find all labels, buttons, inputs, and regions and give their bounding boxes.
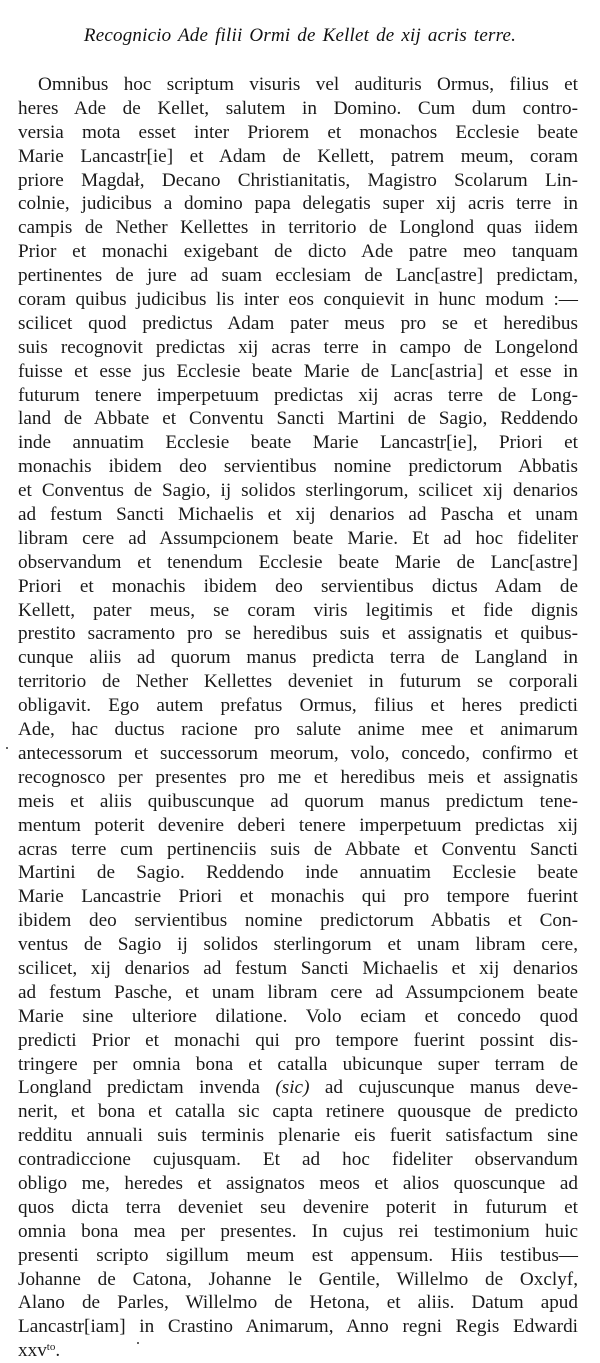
text-line: redditu annuali suis terminis plenarie eis fuerit satisfactum sine — [18, 1125, 578, 1147]
text-line: monachis ibidem deo servientibus nomine predictorum Abbatis — [18, 456, 578, 478]
text-line: meis et aliis quibuscunque ad quorum manus predictum tene- — [18, 790, 578, 812]
text-line: Omnibus hoc scriptum visuris vel audituris Ormus, filius et — [38, 74, 578, 95]
text-line: scilicet quod predictus Adam pater meus pro se et heredibus — [18, 312, 578, 334]
text-line: territorio de Nether Kellettes deveniet in futurum se corporali — [18, 671, 578, 693]
text-line: et Conventus de Sagio, ij solidos sterlingorum, scilicet xij denarios — [18, 480, 578, 502]
text-line: coram quibus judicibus lis inter eos conquievit in hunc modum :— — [18, 289, 578, 311]
final-line — [18, 1339, 578, 1363]
text-line: ad festum Pasche, et unam libram cere ad Assumpcionem beate — [18, 981, 578, 1003]
text-line: Marie Lancastr[ie] et Adam de Kellett, patrem meum, coram — [18, 145, 578, 167]
text-line: fuisse et esse jus Ecclesie beate Marie de Lanc[astria] et esse in — [18, 360, 578, 382]
scan-speck — [137, 1342, 139, 1344]
text-line: Martini de Sagio. Reddendo inde annuatim Ecclesie beate — [18, 862, 578, 884]
text-line: campis de Nether Kellettes in territorio de Longlond quas iidem — [18, 217, 578, 239]
regnal-year: xxv — [18, 1340, 47, 1362]
text-line: Marie Lancastrie Priori et monachis qui pro tempore fuerint — [18, 886, 578, 908]
document-title: Recognicio Ade filii Ormi de Kellet de xij acris terre. — [83, 25, 517, 46]
text-line: futurum tenere imperpetuum predictas xij acras terre de Long- — [18, 384, 578, 406]
final-period: . — [55, 1340, 61, 1362]
text-line: colnie, judicibus a domino papa delegatis super xij acris terre in — [18, 193, 578, 215]
text-segment: ad cujuscunque manus deve- — [309, 1077, 578, 1099]
text-line: versia mota esset inter Priorem et monachos Ecclesie beate — [18, 121, 578, 143]
text-line: Marie sine ulteriore dilatione. Volo eciam et concedo quod — [18, 1005, 578, 1027]
text-line: obligavit. Ego autem prefatus Ormus, filius et heres predicti — [18, 695, 578, 717]
text-line: prestito sacramento pro se heredibus suis et assignatis et quibus- — [18, 623, 578, 645]
text-line: cunque aliis ad quorum manus predicta terra de Langland in — [18, 647, 578, 669]
charter-text — [18, 73, 578, 1363]
text-line: ad festum Sancti Michaelis et xij denarios ad Pascha et unam — [18, 504, 578, 526]
text-line: Kellett, pater meus, se coram viris legitimis et fide dignis — [18, 599, 578, 621]
text-line: suis recognovit predictas xij acras terre in campo de Longelond — [18, 336, 578, 358]
text-line: inde annuatim Ecclesie beate Marie Lancastr[ie], Priori et — [18, 432, 578, 454]
text-line: ibidem deo servientibus nomine predictorum Abbatis et Con- — [18, 910, 578, 932]
text-line: quos dicta terra deveniet seu devenire poterit in futurum et — [18, 1196, 578, 1218]
text-line: Lancastr[iam] in Crastino Animarum, Anno regni Regis Edwardi — [18, 1316, 578, 1338]
text-line: Priori et monachis ibidem deo servientibus dictus Adam de — [18, 575, 578, 597]
text-line: priore Magdał, Decano Christianitatis, Magistro Scolarum Lin- — [18, 169, 578, 191]
text-line: recognosco per presentes pro me et heredibus meis et assignatis — [18, 766, 578, 788]
text-line: scilicet, xij denarios ad festum Sancti Michaelis et xij denarios — [18, 957, 578, 979]
text-line: nerit, et bona et catalla sic capta retinere quousque de predicto — [18, 1101, 578, 1123]
text-segment: Longland predictam invenda — [18, 1077, 276, 1099]
text-line: libram cere ad Assumpcionem beate Marie. Et ad hoc fideliter — [18, 527, 578, 549]
text-line: obligo me, heredes et assignatos meos et alios quoscunque ad — [18, 1172, 578, 1194]
text-line: Ade, hac ductus racione pro salute anime mee et animarum — [18, 719, 578, 741]
text-line: pertinentes de jure ad suam ecclesiam de Lanc[astre] predictam, — [18, 265, 578, 287]
text-line: Alano de Parles, Willelmo de Hetona, et aliis. Datum apud — [18, 1292, 578, 1314]
text-line: Prior et monachi exigebant de dicto Ade patre meo tanquam — [18, 241, 578, 263]
text-line: mentum poterit devenire deberi tenere imperpetuum predictas xij — [18, 814, 578, 836]
text-line: omnia bona mea per presentes. In cujus rei testimonium huic — [18, 1220, 578, 1242]
text-line: presenti scripto sigillum meum est appensum. Hiis testibus— — [18, 1244, 578, 1266]
text-line: ventus de Sagio ij solidos sterlingorum et unam libram cere, — [18, 934, 578, 956]
text-line-with-sic — [18, 1076, 578, 1100]
ordinal-superscript: to — [46, 1341, 56, 1354]
text-line: Johanne de Catona, Johanne le Gentile, Willelmo de Oxclyf, — [18, 1268, 578, 1290]
text-line: antecessorum et successorum meorum, volo, concedo, confirmo et — [18, 742, 578, 764]
text-line: predicti Prior et monachi qui pro tempore fuerint possint dis- — [18, 1029, 578, 1051]
text-line: land de Abbate et Conventu Sancti Martini de Sagio, Reddendo — [18, 408, 578, 430]
scan-speck — [6, 747, 8, 749]
text-line: observandum et tenendum Ecclesie beate Marie de Lanc[astre] — [18, 551, 578, 573]
sic-annotation: (sic) — [275, 1077, 310, 1099]
text-line: heres Ade de Kellet, salutem in Domino. Cum dum contro- — [18, 97, 578, 119]
text-line: tringere per omnia bona et catalla ubicunque super terram de — [18, 1053, 578, 1075]
text-line: contradiccione cujusquam. Et ad hoc fideliter observandum — [18, 1149, 578, 1171]
text-line: acras terre cum pertinenciis suis de Abbate et Conventu Sancti — [18, 838, 578, 860]
